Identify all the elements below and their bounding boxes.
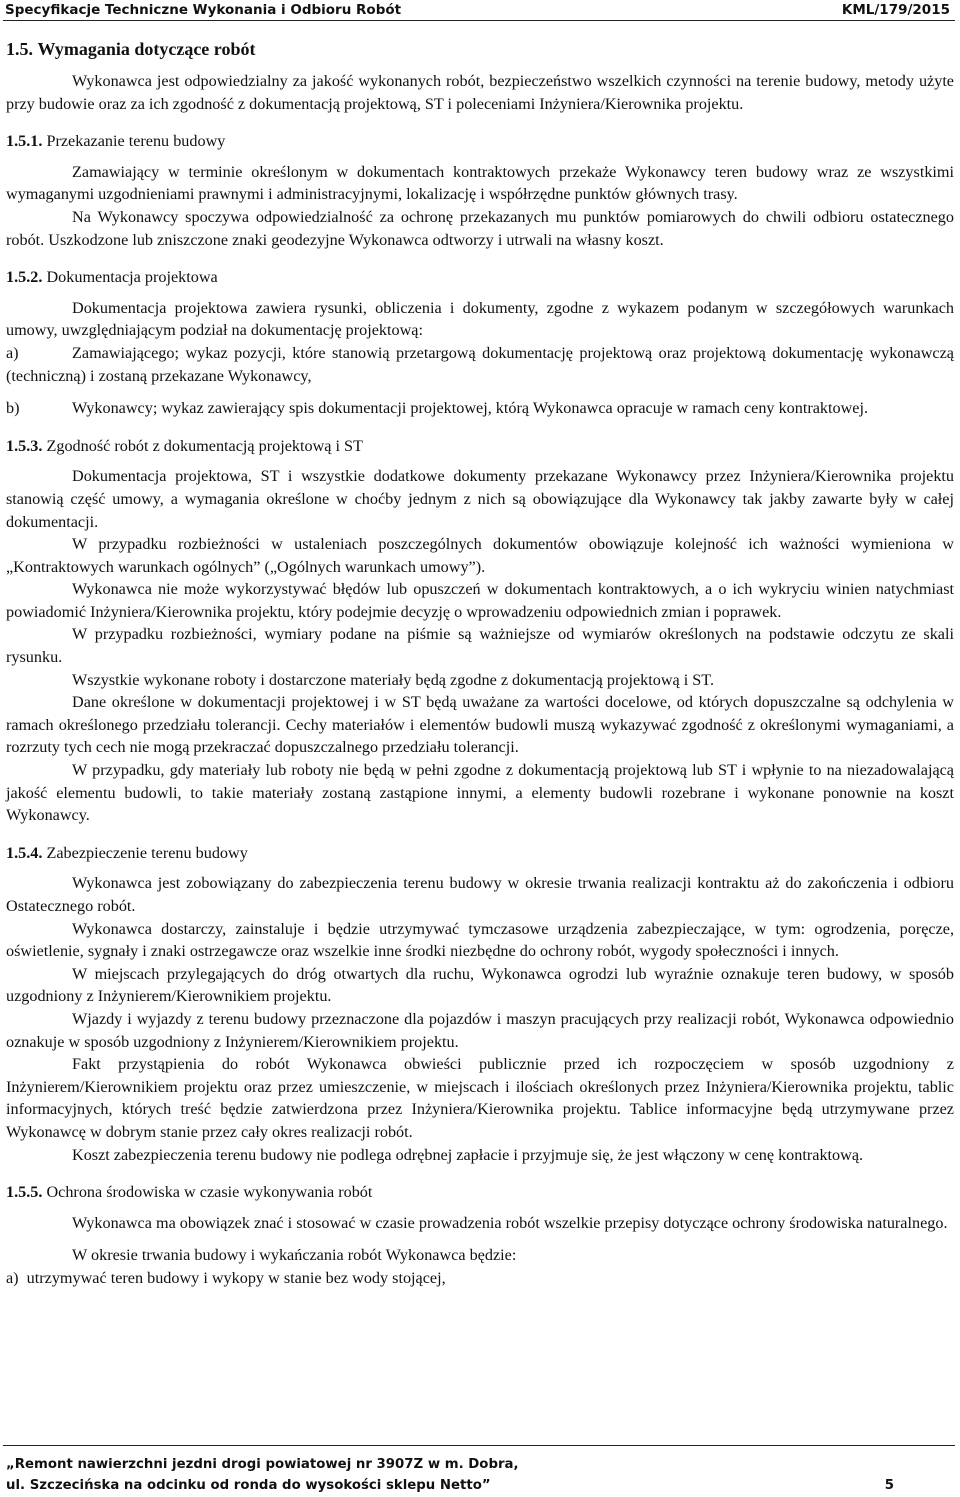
subsection-heading-1-5-4	[6, 842, 954, 865]
subsection-title: Zgodność robót z dokumentacją projektową i ST	[46, 436, 363, 455]
subsection-heading-1-5-2	[6, 266, 954, 289]
section-heading	[6, 37, 954, 61]
document-code: KML/179/2015	[841, 2, 950, 18]
paragraph: W przypadku, gdy materiały lub roboty nie będą w pełni zgodne z dokumentacją projektową lub ST i wpłynie to na niezadowalającą jakość elementu budowli, to takie materiały zostaną zastąpione innymi, a elementy budowli rozebrane i wykonane ponownie na koszt Wykonawcy.	[6, 761, 954, 825]
section-intro: Wykonawca jest odpowiedzialny za jakość wykonanych robót, bezpieczeństwo wszelkich czynności na terenie budowy, metody użyte przy budowie oraz za ich zgodność z dokumentacją projektową, ST i poleceniami Inżyniera/Kierownika projektu.	[6, 72, 954, 113]
paragraph: W okresie trwania budowy i wykańczania robót Wykonawca będzie:	[72, 1246, 517, 1265]
section-title: Wymagania dotyczące robót	[37, 39, 256, 59]
list-marker: b)	[6, 399, 20, 418]
subsection-title: Zabezpieczenie terenu budowy	[46, 843, 248, 862]
project-title-line-2: ul. Szczecińska na odcinku od ronda do wysokości sklepu Netto”	[6, 1478, 491, 1493]
paragraph: Fakt przystąpienia do robót Wykonawca obwieści publicznie przed ich rozpoczęciem w sposób uzgodniony z Inżynierem/Kierownikiem projektu oraz przez umieszczenie, w miejscach i ilościach określonych przez Inżyniera/Kierownika projektu, tablic informacyjnych, których treść będzie zatwierdzona przez Inżyniera/Kierownika projektu. Tablice informacyjne będą utrzymywane przez Wykonawcę w dobrym stanie przez cały okres realizacji robót.	[6, 1055, 954, 1141]
paragraph: Wykonawca nie może wykorzystywać błędów lub opuszczeń w dokumentach kontraktowych, a o ich wykryciu winien natychmiast powiadomić Inżyniera/Kierownika projektu, który podejmie decyzję o wprowadzeniu odpowiednich zmian i poprawek.	[6, 580, 954, 621]
paragraph: W przypadku rozbieżności w ustaleniach poszczególnych dokumentów obowiązuje kolejność ich ważności wymieniona w „Kontraktowych warunkach ogólnych” („Ogólnych warunkach umowy”).	[6, 535, 954, 576]
list-item-text: Wykonawcy; wykaz zawierający spis dokumentacji projektowej, którą Wykonawca opracuje w ramach ceny kontraktowej.	[72, 399, 869, 418]
paragraph: Dokumentacja projektowa, ST i wszystkie dodatkowe dokumenty przekazane Wykonawcy przez Inżyniera/Kierownika projektu stanowią część umowy, a wymagania określone w choćby jednym z nich są obowiązujące dla Wykonawcy tak jakby zawarte były w całej dokumentacji.	[6, 467, 954, 531]
paragraph: Zamawiający w terminie określonym w dokumentach kontraktowych przekaże Wykonawcy teren budowy wraz ze wszystkimi wymaganymi uzgodnieniami prawnymi i administracyjnymi, lokalizację i współrzędne punktów głównych trasy.	[6, 162, 954, 204]
paragraph: Na Wykonawcy spoczywa odpowiedzialność za ochronę przekazanych mu punktów pomiarowych do chwili odbioru ostatecznego robót. Uszkodzone lub zniszczone znaki geodezyjne Wykonawca odtworzy i utrwali na własny koszt.	[6, 207, 954, 249]
paragraph: Dokumentacja projektowa zawiera rysunki, obliczenia i dokumenty, zgodne z wykazem podanym w szczegółowych warunkach umowy, uwzględniającym podział na dokumentację projektową:	[6, 298, 954, 340]
subsection-title: Przekazanie terenu budowy	[46, 132, 226, 151]
list-item	[6, 397, 954, 420]
subsection-number: 1.5.4.	[6, 843, 43, 862]
subsection-heading-1-5-1	[6, 130, 954, 153]
list-marker: a)	[6, 1268, 19, 1287]
paragraph: Wykonawca dostarczy, zainstaluje i będzie utrzymywać tymczasowe urządzenia zabezpieczające, w tym: ogrodzenia, poręcze, oświetlenie, sygnały i znaki ostrzegawcze oraz wszelkie inne środki niezbędne do ochrony robót, wygody społeczności i innych.	[6, 919, 954, 961]
list-item	[6, 1267, 954, 1290]
paragraph: W miejscach przylegających do dróg otwartych dla ruchu, Wykonawca ogrodzi lub wyraźnie oznakuje teren budowy, w sposób uzgodniony z Inżynierem/Kierownikiem projektu.	[6, 964, 954, 1006]
header-divider	[3, 20, 955, 21]
list-item-text: Zamawiającego; wykaz pozycji, które stanowią przetargową dokumentację projektową oraz projektową dokumentację wykonawczą (techniczną) i zostaną przekazane Wykonawcy,	[6, 343, 954, 385]
subsection-heading-1-5-5	[6, 1181, 954, 1204]
document-title: Specyfikacje Techniczne Wykonania i Odbioru Robót	[5, 2, 402, 18]
paragraph: Wykonawca jest zobowiązany do zabezpieczenia terenu budowy w okresie trwania realizacji kontraktu aż do zakończenia i odbioru Ostatecznego robót.	[6, 874, 954, 915]
paragraph: Wykonawca ma obowiązek znać i stosować w czasie prowadzenia robót wszelkie przepisy dotyczące ochrony środowiska naturalnego.	[72, 1213, 948, 1232]
paragraph: Dane określone w dokumentacji projektowej i w ST będą uważane za wartości docelowe, od których dopuszczalne są odchylenia w ramach określonego przedziału tolerancji. Cechy materiałów i elementów budowli muszą wykazywać zgodność z określonymi wymaganiami, a rozrzuty tych cech nie mogą przekraczać dopuszczalnego przedziału tolerancji.	[6, 693, 954, 757]
paragraph: Wjazdy i wyjazdy z terenu budowy przeznaczone dla pojazdów i maszyn pracujących przy realizacji robót, Wykonawca odpowiednio oznakuje w sposób uzgodniony z Inżynierem/Kierownikiem projektu.	[6, 1009, 954, 1051]
list-item	[6, 342, 954, 387]
list-item-text: utrzymywać teren budowy i wykopy w stanie bez wody stojącej,	[26, 1268, 446, 1287]
subsection-number: 1.5.2.	[6, 268, 43, 287]
section-number: 1.5.	[6, 39, 33, 59]
subsection-number: 1.5.3.	[6, 436, 43, 455]
subsection-title: Dokumentacja projektowa	[46, 268, 218, 287]
subsection-number: 1.5.1.	[6, 132, 43, 151]
project-title-line-1: „Remont nawierzchni jezdni drogi powiatowej nr 3907Z w m. Dobra,	[6, 1457, 519, 1472]
page-header	[0, 0, 960, 20]
paragraph: Wszystkie wykonane roboty i dostarczone materiały będą zgodne z dokumentacją projektową i ST.	[72, 670, 715, 689]
subsection-title: Ochrona środowiska w czasie wykonywania robót	[46, 1183, 373, 1202]
paragraph: W przypadku rozbieżności, wymiary podane na piśmie są ważniejsze od wymiarów określonych na podstawie odczytu ze skali rysunku.	[6, 625, 954, 667]
paragraph: Koszt zabezpieczenia terenu budowy nie podlega odrębnej zapłacie i przyjmuje się, że jest włączony w cenę kontraktową.	[72, 1145, 864, 1164]
footer-divider	[3, 1445, 955, 1446]
subsection-heading-1-5-3	[6, 435, 954, 458]
list-marker: a)	[6, 343, 19, 362]
page-number: 5	[884, 1478, 894, 1493]
page-content	[6, 37, 954, 1290]
subsection-number: 1.5.5.	[6, 1183, 43, 1202]
